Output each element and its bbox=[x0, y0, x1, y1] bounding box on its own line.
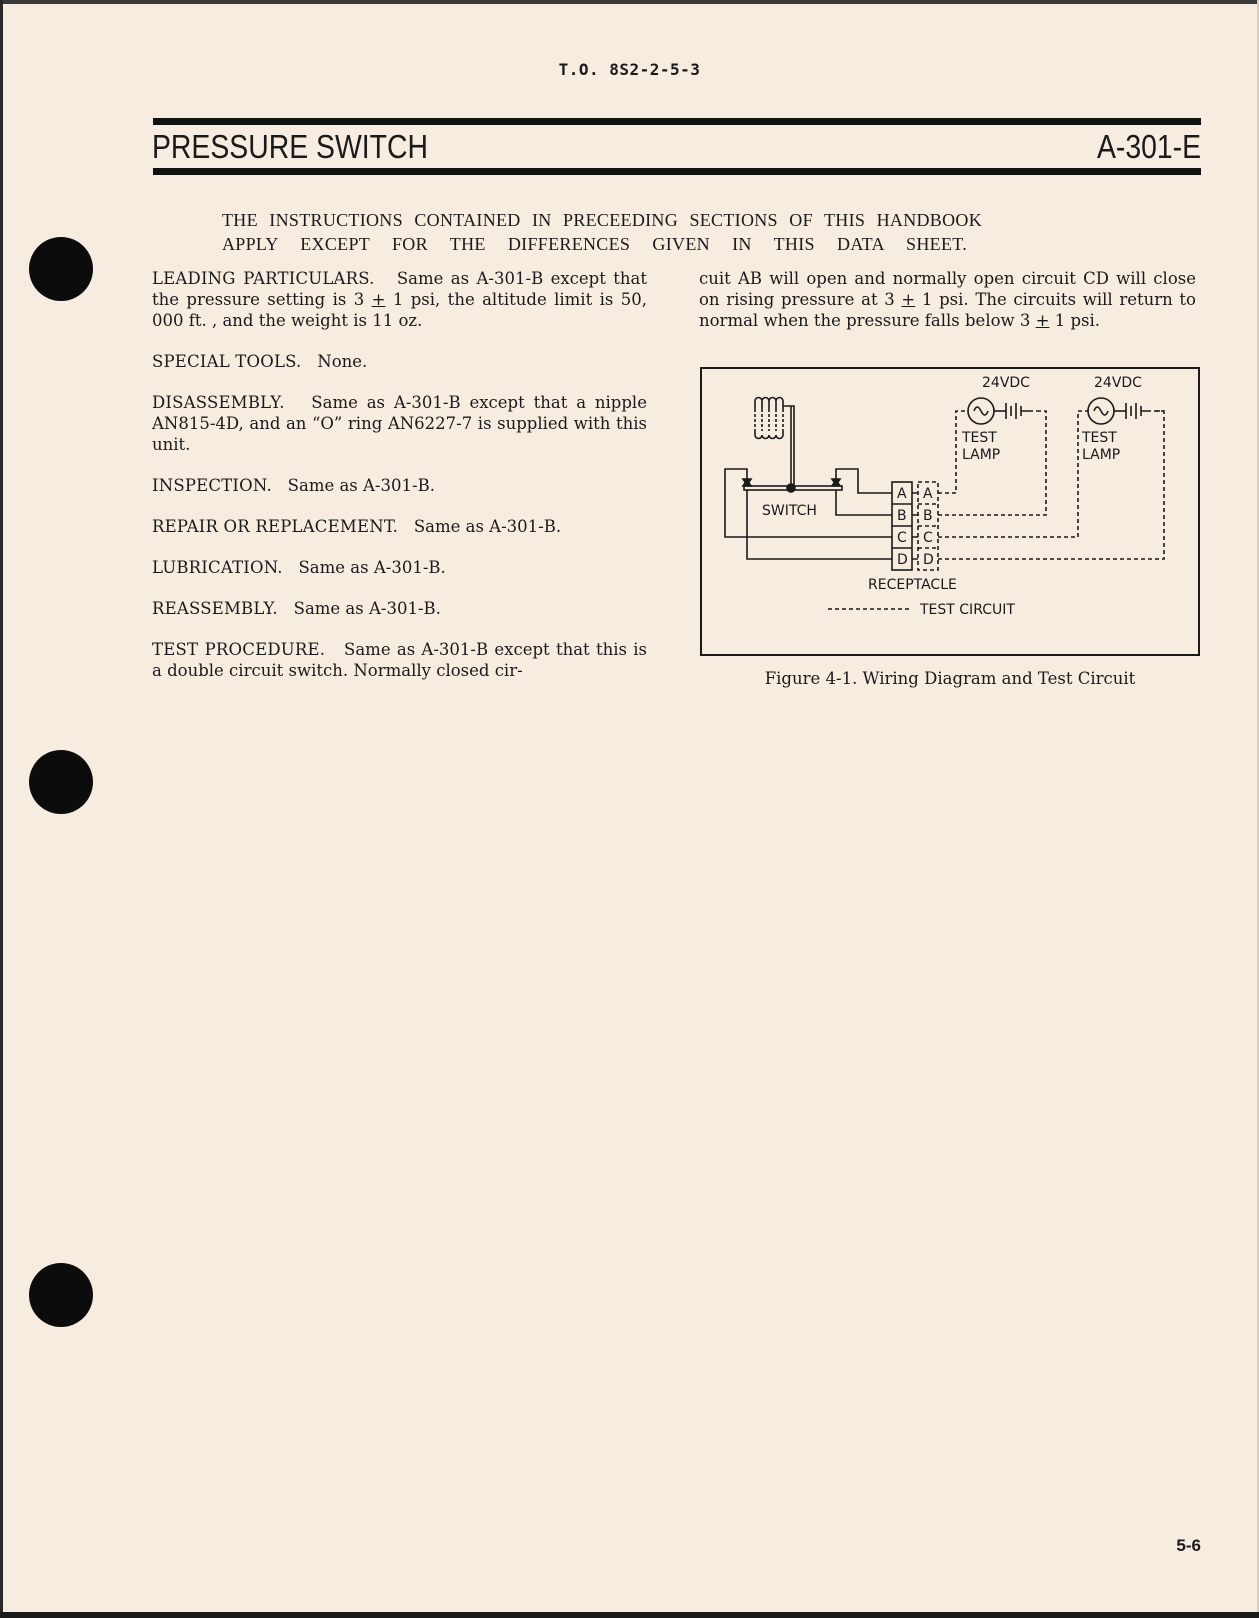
test-procedure-continued: 1 psi. bbox=[1049, 311, 1101, 330]
section-text: Same as A-301-B except that a nipple AN815-4D, and an “O” ring AN6227-7 is supplied with this unit. bbox=[152, 393, 647, 454]
plus-minus-symbol: + bbox=[1035, 311, 1050, 330]
section-heading: REASSEMBLY. bbox=[152, 599, 278, 618]
intro-notice bbox=[200, 208, 1000, 256]
test-lamp-1-label: LAMP bbox=[962, 447, 1001, 463]
page-title: PRESSURE SWITCH bbox=[152, 128, 428, 165]
title-rule-bottom bbox=[153, 168, 1201, 175]
pin-a: A bbox=[897, 486, 907, 502]
plug-pin-d: D bbox=[923, 552, 934, 568]
section-special-tools bbox=[152, 351, 647, 372]
intro-line-2: APPLY EXCEPT FOR THE DIFFERENCES GIVEN IN THIS DATA SHEET. bbox=[222, 234, 967, 254]
section-heading: DISASSEMBLY. bbox=[152, 393, 285, 412]
plug-pin-c: C bbox=[923, 530, 933, 546]
plug-pin-b: B bbox=[923, 508, 933, 524]
test-lamp-2-label: TEST bbox=[1082, 430, 1117, 446]
section-repair-or-replacement bbox=[152, 516, 647, 537]
section-text: Same as A-301-B. bbox=[298, 558, 446, 577]
plus-minus-symbol: + bbox=[901, 290, 916, 309]
section-text: 1 psi, the altitude limit is 50, 000 ft. , and the weight is 11 oz. bbox=[152, 290, 647, 330]
punch-hole-bottom bbox=[29, 1263, 93, 1327]
wiring-diagram bbox=[702, 369, 1198, 654]
page-edge-top bbox=[0, 0, 1259, 4]
section-heading: LUBRICATION. bbox=[152, 558, 283, 577]
plus-minus-symbol: + bbox=[371, 290, 386, 309]
legend-label: TEST CIRCUIT bbox=[920, 602, 1015, 618]
section-text: None. bbox=[317, 352, 368, 371]
pin-c: C bbox=[897, 530, 907, 546]
battery-1-icon bbox=[1006, 403, 1029, 419]
plug-pin-a: A bbox=[923, 486, 933, 502]
section-leading-particulars bbox=[152, 268, 647, 331]
right-column-text bbox=[699, 268, 1196, 331]
model-number: A-301-E bbox=[1096, 128, 1201, 165]
technical-order-number: T.O. 8S2-2-5-3 bbox=[558, 60, 701, 79]
punch-hole-middle bbox=[29, 750, 93, 814]
switch-pivot-icon bbox=[787, 484, 795, 492]
intro-line-1: THE INSTRUCTIONS CONTAINED IN PRECEEDING SECTIONS OF THIS HANDBOOK bbox=[222, 210, 982, 230]
figure-caption: Figure 4-1. Wiring Diagram and Test Circuit bbox=[764, 669, 1136, 688]
section-test-procedure bbox=[152, 639, 647, 681]
pin-d: D bbox=[897, 552, 908, 568]
voltage-label-1: 24VDC bbox=[982, 375, 1030, 391]
section-text: Same as A-301-B except that this is a double circuit switch. Normally closed cir- bbox=[152, 640, 647, 680]
battery-2-icon bbox=[1126, 403, 1147, 419]
test-procedure-continued: 1 psi. The circuits will return to normal when the pressure falls below 3 bbox=[699, 290, 1196, 330]
test-lamp-1-label: TEST bbox=[962, 430, 997, 446]
section-heading: SPECIAL TOOLS. bbox=[152, 352, 302, 371]
section-lubrication bbox=[152, 557, 647, 578]
test-procedure-continued: cuit AB will open and normally open circuit CD will close on rising pressure at 3 bbox=[699, 269, 1196, 309]
switch-label: SWITCH bbox=[762, 503, 817, 519]
pressure-bellows-icon bbox=[755, 398, 794, 487]
section-text: Same as A-301-B. bbox=[293, 599, 441, 618]
receptacle-label: RECEPTACLE bbox=[868, 577, 957, 593]
title-rule-top bbox=[153, 118, 1201, 125]
wiring-diagram-figure bbox=[700, 367, 1200, 656]
left-column bbox=[152, 268, 647, 701]
section-heading: REPAIR OR REPLACEMENT. bbox=[152, 517, 399, 536]
section-text: Same as A-301-B. bbox=[287, 476, 435, 495]
section-text: Same as A-301-B. bbox=[413, 517, 562, 536]
section-inspection bbox=[152, 475, 647, 496]
punch-hole-top bbox=[29, 237, 93, 301]
page-edge-left bbox=[0, 0, 3, 1618]
section-heading: INSPECTION. bbox=[152, 476, 272, 495]
section-heading: TEST PROCEDURE. bbox=[152, 640, 326, 659]
section-text: Same as A-301-B except that the pressure setting is 3 bbox=[152, 269, 647, 309]
section-disassembly bbox=[152, 392, 647, 455]
pin-b: B bbox=[897, 508, 907, 524]
page-number: 5-6 bbox=[1176, 1536, 1201, 1555]
voltage-label-2: 24VDC bbox=[1094, 375, 1142, 391]
section-reassembly bbox=[152, 598, 647, 619]
section-heading: LEADING PARTICULARS. bbox=[152, 269, 375, 288]
page-edge-bottom bbox=[0, 1612, 1259, 1618]
test-lamp-2-label: LAMP bbox=[1082, 447, 1121, 463]
